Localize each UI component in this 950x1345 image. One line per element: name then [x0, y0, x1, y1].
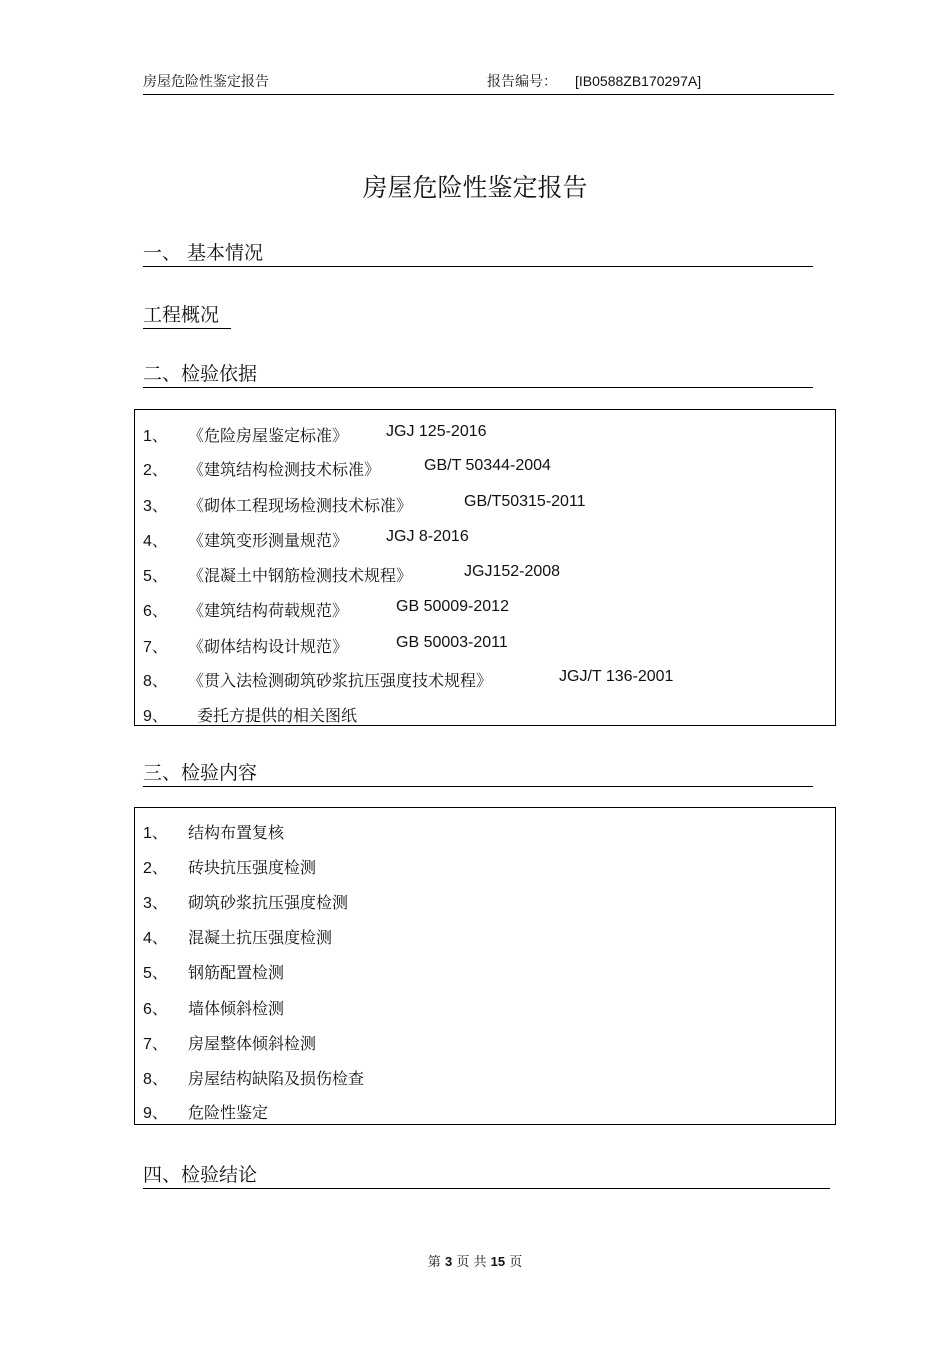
- basis-item-code: GB/T 50344-2004: [424, 457, 551, 474]
- basis-item-name: 《混凝土中钢筋检测技术规程》: [188, 566, 413, 585]
- content-item-text: 砌筑砂浆抗压强度检测: [188, 893, 349, 912]
- footer-page-number: 3: [444, 1254, 453, 1269]
- content-item-text: 混凝土抗压强度检测: [188, 928, 333, 947]
- content-item-text: 房屋结构缺陷及损伤检查: [188, 1069, 365, 1088]
- footer-mid: 页 共: [456, 1255, 487, 1270]
- content-item-number: 3、: [143, 895, 168, 912]
- content-item-number: 6、: [143, 1001, 168, 1018]
- basis-item-code: JGJ 125-2016: [386, 423, 487, 440]
- basis-list-box: [134, 409, 836, 726]
- section-project-overview: 工程概况: [143, 300, 231, 329]
- basis-item-name: 《建筑结构荷载规范》: [188, 601, 349, 620]
- footer-post: 页: [509, 1255, 523, 1270]
- section-inspection-basis: 二、检验依据: [143, 359, 813, 388]
- content-item-text: 结构布置复核: [188, 823, 285, 842]
- basis-item-number: 7、: [143, 639, 168, 656]
- content-item-number: 2、: [143, 860, 168, 877]
- footer-pre: 第: [427, 1255, 441, 1270]
- basis-item-name: 《砌体结构设计规范》: [188, 637, 349, 656]
- page-header-title: 房屋危险性鉴定报告: [143, 74, 269, 90]
- section-inspection-conclusion: 四、检验结论: [143, 1160, 830, 1189]
- basis-item-number: 8、: [143, 673, 168, 690]
- header-rule: [143, 94, 834, 95]
- content-list-box: [134, 807, 836, 1125]
- report-number-label: 报告编号：: [487, 74, 557, 90]
- basis-item-code: GB/T50315-2011: [464, 493, 586, 510]
- basis-item-number: 2、: [143, 462, 168, 479]
- basis-item-code: JGJ152-2008: [464, 563, 561, 580]
- content-item-number: 1、: [143, 825, 168, 842]
- basis-item-name: 委托方提供的相关图纸: [197, 706, 358, 725]
- report-number-value: [IB0588ZB170297A]: [575, 73, 702, 89]
- content-item-number: 8、: [143, 1071, 168, 1088]
- basis-item-name: 《建筑变形测量规范》: [188, 531, 349, 550]
- basis-item-name: 《贯入法检测砌筑砂浆抗压强度技术规程》: [188, 671, 493, 690]
- section-inspection-content: 三、检验内容: [143, 758, 813, 787]
- basis-item-name: 《砌体工程现场检测技术标准》: [188, 496, 413, 515]
- basis-item-name: 《建筑结构检测技术标准》: [188, 460, 381, 479]
- basis-item-number: 3、: [143, 498, 168, 515]
- basis-item-code: GB 50009-2012: [396, 598, 509, 615]
- content-item-text: 危险性鉴定: [188, 1103, 269, 1122]
- basis-item-code: JGJ 8-2016: [386, 528, 469, 545]
- report-number: [487, 71, 701, 91]
- section-basic-info: 一、 基本情况: [143, 238, 813, 267]
- content-item-number: 4、: [143, 930, 168, 947]
- basis-item-number: 5、: [143, 568, 168, 585]
- content-item-text: 房屋整体倾斜检测: [188, 1034, 317, 1053]
- footer-total-pages: 15: [490, 1254, 506, 1269]
- content-item-number: 5、: [143, 965, 168, 982]
- content-item-number: 7、: [143, 1036, 168, 1053]
- basis-item-number: 1、: [143, 428, 168, 445]
- basis-item-name: 《危险房屋鉴定标准》: [188, 426, 349, 445]
- content-item-text: 砖块抗压强度检测: [188, 858, 317, 877]
- basis-item-code: GB 50003-2011: [396, 634, 508, 651]
- content-item-text: 钢筋配置检测: [188, 963, 285, 982]
- document-title: 房屋危险性鉴定报告: [362, 173, 588, 202]
- basis-item-code: JGJ/T 136-2001: [559, 668, 674, 685]
- page-footer: [0, 1251, 950, 1270]
- basis-item-number: 9、: [143, 708, 168, 725]
- basis-item-number: 4、: [143, 533, 168, 550]
- basis-item-number: 6、: [143, 603, 168, 620]
- content-item-text: 墙体倾斜检测: [188, 999, 285, 1018]
- content-item-number: 9、: [143, 1105, 168, 1122]
